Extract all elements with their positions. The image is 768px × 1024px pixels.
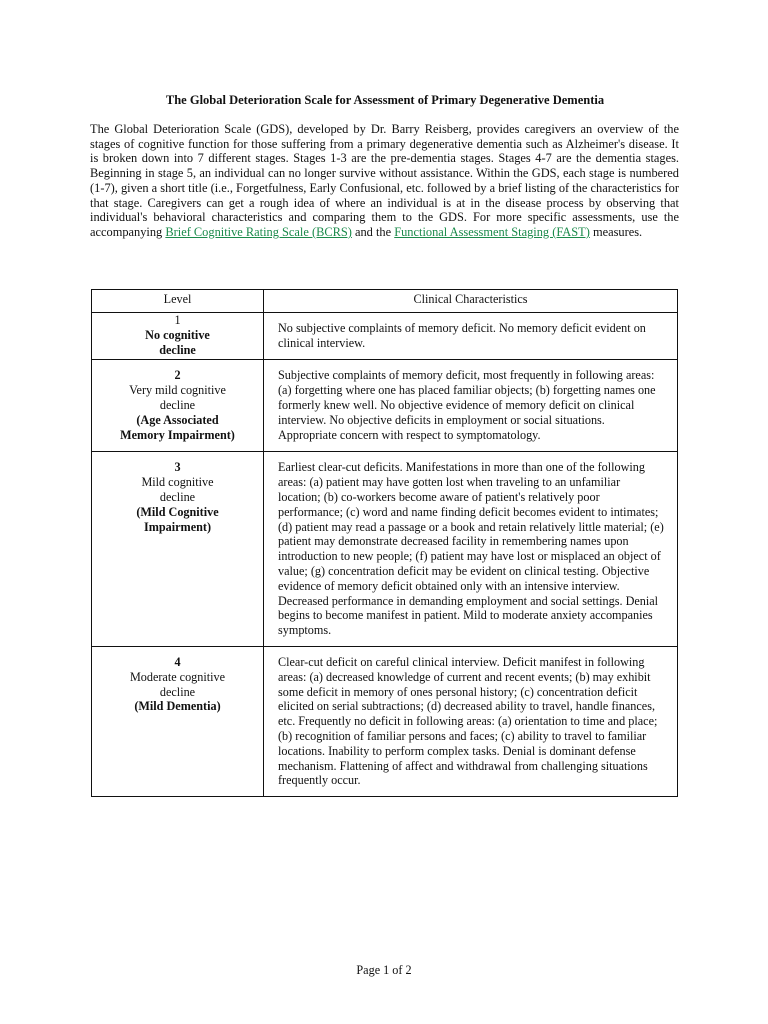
- level-cell: [92, 646, 264, 796]
- table-row: [92, 646, 678, 796]
- level-cell: [92, 360, 264, 452]
- gds-table: [91, 289, 678, 797]
- level-title: Very mild cognitive: [129, 383, 226, 398]
- level-subtitle: (Age Associated: [136, 412, 219, 427]
- level-number: 1: [174, 313, 181, 327]
- document-title: The Global Deterioration Scale for Assessment of Primary Degenerative Dementia: [165, 93, 605, 107]
- intro-paragraph: [90, 122, 679, 240]
- level-cell: [92, 452, 264, 647]
- table-header-row: [92, 290, 678, 313]
- level-subtitle: Impairment): [143, 519, 212, 534]
- level-subtitle: Memory Impairment): [120, 427, 235, 442]
- level-number: 3: [174, 460, 181, 475]
- header-clinical-characteristics: Clinical Characteristics: [264, 290, 678, 313]
- table-row: [92, 313, 678, 360]
- table-row: [92, 452, 678, 647]
- intro-text-middle: and the: [351, 224, 395, 239]
- level-title: Moderate cognitive: [129, 669, 226, 684]
- bcrs-link[interactable]: Brief Cognitive Rating Scale (BCRS): [165, 224, 352, 239]
- intro-text-after: measures.: [589, 224, 643, 239]
- header-level: Level: [92, 290, 264, 313]
- level-title: No cognitive: [145, 327, 210, 342]
- level-title: decline: [159, 489, 196, 504]
- intro-text-before: The Global Deterioration Scale (GDS), developed by Dr. Barry Reisberg, provides caregivers an overview of the stages of cognitive function for those suffering from a primary degenerative dementia such as Alzheimer's disease. It is broken down into 7 different stages. Stages 1-3 are the pre-dementia stages. Stages 4-7 are the dementia stages. Beginning in stage 5, an individual can no longer survive without assistance. Within the GDS, each stage is numbered (1-7), given a short title (i.e., Forgetfulness, Early Confusional, etc. followed by a brief listing of the characteristics for that stage. Caregivers can get a rough idea of where an individual is at in the disease process by observing that individual's behavioral characteristics and comparing them to the GDS. For more specific assessments, use the accompanying: [90, 122, 679, 239]
- level-title: Mild cognitive: [141, 475, 214, 490]
- level-subtitle: (Mild Dementia): [134, 699, 221, 714]
- level-title: decline: [159, 342, 196, 357]
- level-number: 2: [174, 368, 181, 383]
- clinical-description: Subjective complaints of memory deficit, most frequently in following areas: (a) forgetting where one has placed familiar objects; (b) forgetting names one formerly knew well. No objective evidence of memory deficit on clinical interview. No objective deficits in employment or social situations. Appropriate concern with respect to symptomatology.: [264, 360, 678, 452]
- level-number: 4: [174, 654, 181, 669]
- level-cell: [92, 313, 264, 360]
- level-title: decline: [159, 397, 196, 412]
- clinical-description: Clear-cut deficit on careful clinical interview. Deficit manifest in following areas: (a) decreased knowledge of current and recent events; (b) may exhibit some deficit in memory of ones personal history; (c) concentration deficit elicited on serial subtractions; (d) decreased ability to travel, handle finances, etc. Frequently no deficit in following areas: (a) orientation to time and place; (b) recognition of familiar persons and faces; (c) ability to travel to familiar locations. Inability to perform complex tasks. Denial is dominant defense mechanism. Flattening of affect and withdrawal from challenging situations frequently occur.: [264, 646, 678, 796]
- clinical-description: No subjective complaints of memory deficit. No memory deficit evident on clinical interview.: [264, 313, 678, 360]
- table-row: [92, 360, 678, 452]
- fast-link[interactable]: Functional Assessment Staging (FAST): [394, 224, 590, 239]
- clinical-description: Earliest clear-cut deficits. Manifestations in more than one of the following areas: (a) patient may have gotten lost when traveling to an unfamiliar location; (b) co-workers become aware of patient's relatively poor performance; (c) word and name finding deficit becomes evident to intimates; (d) patient may read a passage or a book and retain relatively little material; (e) patient may demonstrate decreased facility in remembering names upon introduction to new people; (f) patient may have lost or misplaced an object of value; (g) concentration deficit may be evident on clinical testing. Objective evidence of memory deficit obtained only with an intensive interview. Decreased performance in demanding employment and social settings. Denial begins to become manifest in patient. Mild to moderate anxiety accompanies symptoms.: [264, 452, 678, 647]
- level-title: decline: [159, 684, 196, 699]
- level-subtitle: (Mild Cognitive: [136, 504, 219, 519]
- page-footer: Page 1 of 2: [356, 963, 412, 977]
